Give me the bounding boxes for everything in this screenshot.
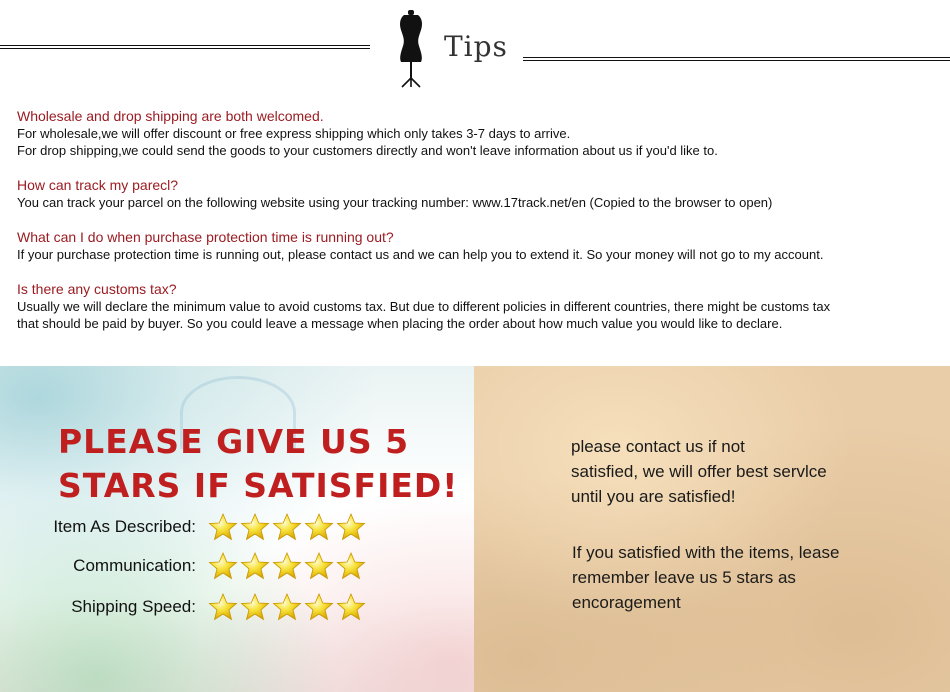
five-stars-banner [0, 366, 474, 692]
header-rule-right [523, 57, 950, 61]
star-icon [208, 512, 238, 542]
five-stars-title-line: STARS IF SATISFIED! [58, 466, 459, 505]
tip-answer-line: Usually we will declare the minimum value to avoid customs tax. But due to different policies in different countries, there might be customs tax [17, 299, 831, 314]
rating-row-shipping-speed [46, 590, 366, 624]
contact-note-line: satisfied, we will offer best servlce [571, 462, 827, 481]
tip-item [17, 228, 937, 263]
star-icon [304, 512, 334, 542]
tip-answer-line: For drop shipping,we could send the goods to your customers directly and won't leave information about us if you'd like to. [17, 143, 718, 158]
star-icon [240, 512, 270, 542]
star-rating [208, 551, 366, 581]
tips-header [0, 0, 950, 95]
rating-label: Communication: [73, 556, 196, 575]
tip-answer-line: that should be paid by buyer. So you could leave a message when placing the order about how much value you would like to declare. [17, 316, 783, 331]
star-icon [272, 551, 302, 581]
five-stars-title-line: PLEASE GIVE US 5 [58, 422, 410, 461]
star-icon [272, 512, 302, 542]
star-icon [240, 551, 270, 581]
tip-answer-line: If your purchase protection time is running out, please contact us and we can help you to extend it. So your money will not go to my account. [17, 247, 824, 262]
tip-answer-line: For wholesale,we will offer discount or free express shipping which only takes 3-7 days to arrive. [17, 126, 571, 141]
satisfied-note-line: encoragement [572, 593, 681, 612]
tips-section [17, 107, 937, 349]
rating-row-item-as-described [46, 510, 366, 544]
tip-question: How can track my parecl? [17, 177, 179, 193]
feedback-note-banner [474, 366, 950, 692]
tip-question: What can I do when purchase protection time is running out? [17, 229, 394, 245]
rating-label: Shipping Speed: [71, 597, 196, 616]
star-icon [208, 551, 238, 581]
contact-note [571, 434, 901, 509]
tip-item [17, 107, 937, 159]
satisfied-note-line: remember leave us 5 stars as [572, 568, 796, 587]
star-icon [336, 512, 366, 542]
contact-note-line: until you are satisfied! [571, 487, 736, 506]
star-icon [304, 551, 334, 581]
rating-row-communication [46, 549, 366, 583]
five-stars-title [58, 420, 468, 508]
star-icon [336, 592, 366, 622]
tip-question: Is there any customs tax? [17, 281, 177, 297]
star-icon [208, 592, 238, 622]
tip-item [17, 280, 937, 332]
tip-item [17, 176, 937, 211]
rating-label: Item As Described: [53, 517, 196, 536]
star-icon [272, 592, 302, 622]
star-rating [208, 512, 366, 542]
header-rule-left [0, 45, 370, 49]
star-icon [240, 592, 270, 622]
satisfied-note [572, 540, 902, 615]
tip-question: Wholesale and drop shipping are both welcomed. [17, 108, 324, 124]
star-rating [208, 592, 366, 622]
header-title: Tips [444, 30, 508, 63]
star-icon [304, 592, 334, 622]
tip-answer-line: You can track your parcel on the following website using your tracking number: www.17track.net/en (Copied to the browser to open) [17, 195, 773, 210]
mannequin-icon [393, 10, 429, 88]
star-icon [336, 551, 366, 581]
contact-note-line: please contact us if not [571, 437, 745, 456]
satisfied-note-line: If you satisfied with the items, lease [572, 543, 840, 562]
